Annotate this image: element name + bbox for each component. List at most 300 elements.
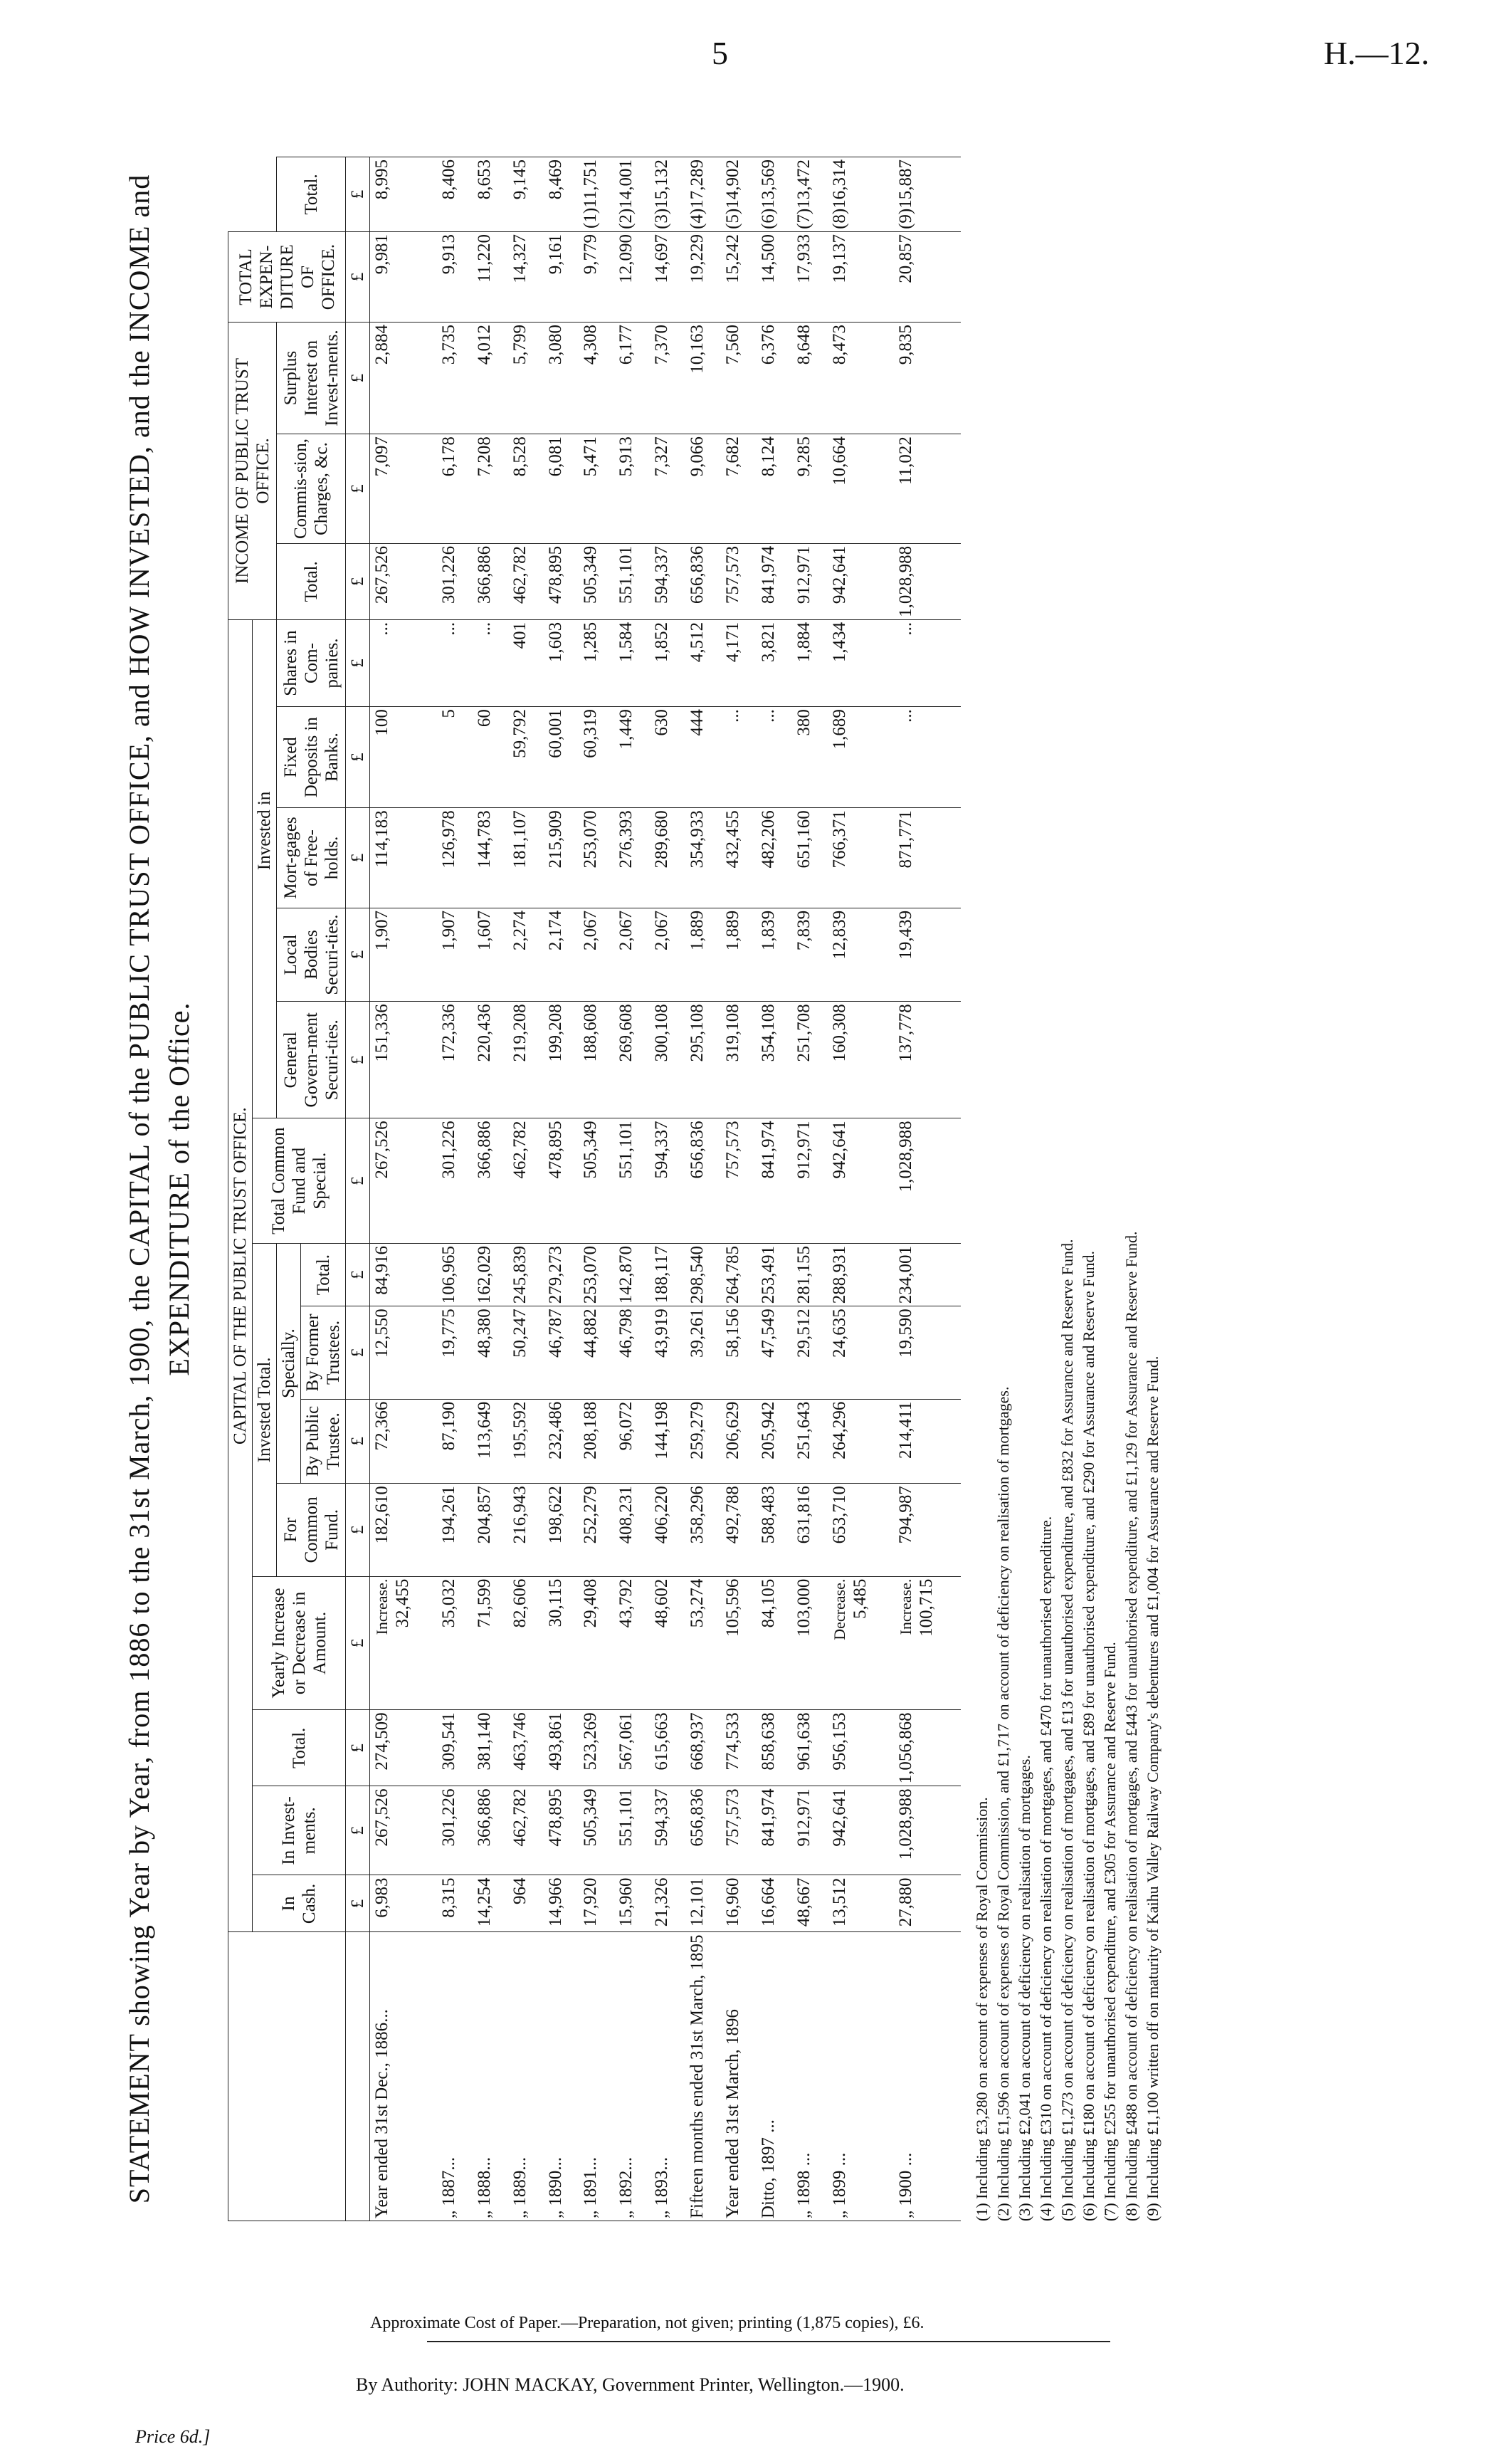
value-cell: 100 <box>370 707 437 808</box>
value-cell: 381,140 <box>473 1710 508 1786</box>
value-cell: 1,689 <box>828 707 895 808</box>
value-cell: 276,393 <box>614 808 650 908</box>
value-cell: 5 <box>437 707 473 808</box>
value-cell: 354,108 <box>757 1002 792 1118</box>
value-cell: 172,336 <box>437 1002 473 1118</box>
local-bodies-header: Local Bodies Securi-ties. <box>277 908 346 1001</box>
value-cell: 301,226 <box>437 1786 473 1875</box>
value-cell: 8,473 <box>828 323 895 434</box>
value-cell: 463,746 <box>508 1710 544 1786</box>
footnote: (4) Including £310 on account of deficiency on realisation of mortgages, and £470 for unauthorised expenditure. <box>1037 1516 1055 2221</box>
unit-cell: £ <box>346 1002 370 1118</box>
capital-table <box>228 157 961 2221</box>
value-cell: 82,606 <box>508 1576 544 1710</box>
unit-cell: £ <box>346 1710 370 1786</box>
value-cell: 956,153 <box>828 1710 895 1786</box>
value-cell: 60,001 <box>544 707 579 808</box>
value-cell: 9,066 <box>685 434 721 544</box>
value-cell: 205,942 <box>757 1399 792 1483</box>
value-cell: 841,974 <box>757 1118 792 1244</box>
year-cell: „ 1899 ... <box>828 1932 895 2221</box>
value-cell: 309,541 <box>437 1710 473 1786</box>
value-cell: 912,971 <box>792 1786 828 1875</box>
footnote: (9) Including £1,100 written off on maturity of Kaihu Valley Railway Company's debentures and £1,004 for Assurance and Reserve Fund. <box>1144 1356 1161 2221</box>
in-cash-header: In Cash. <box>253 1875 346 1932</box>
value-cell: 162,029 <box>473 1244 508 1306</box>
value-cell: 7,839 <box>792 908 828 1001</box>
value-cell: 630 <box>650 707 685 808</box>
value-cell: 841,974 <box>757 543 792 619</box>
footnote: (3) Including £2,041 on account of deficiency on realisation of mortgages. <box>1016 1755 1033 2221</box>
year-cell: Year ended 31st Dec., 1886... <box>370 1932 437 2221</box>
unit-cell: £ <box>346 808 370 908</box>
value-cell: ... <box>473 619 508 706</box>
footnote: (5) Including £1,273 on account of deficiency on realisation of mortgages, and £13 for unauthorised expenditure, and £832 for Assurance and Reserve Fund. <box>1058 1239 1076 2221</box>
footnote: (6) Including £180 on account of deficiency on realisation of mortgages, and £89 for unauthorised expenditure, and £290 for Assurance and Reserve Fund. <box>1080 1250 1097 2221</box>
value-cell: 199,208 <box>544 1002 579 1118</box>
value-cell: 295,108 <box>685 1002 721 1118</box>
value-cell: 1,028,988 <box>894 1118 961 1244</box>
value-cell: 126,978 <box>437 808 473 908</box>
value-cell: 774,533 <box>721 1710 757 1786</box>
value-cell: 656,836 <box>685 1786 721 1875</box>
value-cell: 841,974 <box>757 1786 792 1875</box>
value-cell: 106,965 <box>437 1244 473 1306</box>
value-cell: 5,471 <box>579 434 614 544</box>
value-cell: 39,261 <box>685 1306 721 1399</box>
value-cell: 3,735 <box>437 323 473 434</box>
value-cell: 24,635 <box>828 1306 895 1399</box>
invested-total-col-header: Total. <box>277 543 346 619</box>
value-cell: (4)17,289 <box>685 157 721 232</box>
value-cell: 16,960 <box>721 1875 757 1932</box>
value-cell: 6,983 <box>370 1875 437 1932</box>
value-cell: 366,886 <box>473 1786 508 1875</box>
value-cell: 912,971 <box>792 543 828 619</box>
value-cell: 208,188 <box>579 1399 614 1483</box>
value-cell: 1,852 <box>650 619 685 706</box>
value-cell: 505,349 <box>579 1786 614 1875</box>
table-row <box>792 157 828 2221</box>
value-cell: 964 <box>508 1875 544 1932</box>
value-cell: 14,500 <box>757 232 792 323</box>
table-row <box>579 157 614 2221</box>
value-cell: 264,785 <box>721 1244 757 1306</box>
year-header <box>228 1932 346 2221</box>
value-cell: 20,857 <box>894 232 961 323</box>
value-cell: 279,273 <box>544 1244 579 1306</box>
value-cell: 9,779 <box>579 232 614 323</box>
value-cell: 252,279 <box>579 1484 614 1577</box>
value-cell: 15,960 <box>614 1875 650 1932</box>
value-cell: 912,971 <box>792 1118 828 1244</box>
value-cell: 505,349 <box>579 543 614 619</box>
value-cell: 234,001 <box>894 1244 961 1306</box>
value-cell: 8,315 <box>437 1875 473 1932</box>
shares-header: Shares in Com-panies. <box>277 619 346 706</box>
value-cell: 551,101 <box>614 543 650 619</box>
divider-rule <box>427 2341 1110 2342</box>
footnote: (7) Including £255 for unauthorised expenditure, and £305 for Assurance and Reserve Fund. <box>1101 1642 1119 2221</box>
value-cell: 523,269 <box>579 1710 614 1786</box>
value-cell: 21,326 <box>650 1875 685 1932</box>
value-cell: 220,436 <box>473 1002 508 1118</box>
value-cell: 8,995 <box>370 157 437 232</box>
value-cell: 182,610 <box>370 1484 437 1577</box>
value-cell: 87,190 <box>437 1399 473 1483</box>
value-cell: 251,708 <box>792 1002 828 1118</box>
value-cell: 8,653 <box>473 157 508 232</box>
common-fund-header: For Common Fund. <box>277 1484 346 1577</box>
total-expenditure-header: TOTAL EXPEN-DITURE OF OFFICE. <box>228 232 346 323</box>
value-cell: 319,108 <box>721 1002 757 1118</box>
value-cell: 267,526 <box>370 543 437 619</box>
value-cell: 274,509 <box>370 1710 437 1786</box>
value-cell: 9,913 <box>437 232 473 323</box>
value-cell: 47,549 <box>757 1306 792 1399</box>
value-cell: 462,782 <box>508 543 544 619</box>
value-cell: 194,261 <box>437 1484 473 1577</box>
value-cell: 288,931 <box>828 1244 895 1306</box>
year-cell: „ 1889... <box>508 1932 544 2221</box>
value-cell: ... <box>721 707 757 808</box>
value-cell: 354,933 <box>685 808 721 908</box>
value-cell: 2,174 <box>544 908 579 1001</box>
value-cell: 144,783 <box>473 808 508 908</box>
value-cell: 6,178 <box>437 434 473 544</box>
value-cell: 17,933 <box>792 232 828 323</box>
value-cell: 1,028,988 <box>894 543 961 619</box>
value-cell: 301,226 <box>437 543 473 619</box>
value-cell: 188,117 <box>650 1244 685 1306</box>
value-cell: 653,710 <box>828 1484 895 1577</box>
value-cell: 19,229 <box>685 232 721 323</box>
value-cell: 48,667 <box>792 1875 828 1932</box>
value-cell: 1,839 <box>757 908 792 1001</box>
value-cell: 253,070 <box>579 1244 614 1306</box>
table-row <box>544 157 579 2221</box>
value-cell: 1,603 <box>544 619 579 706</box>
value-cell: 615,663 <box>650 1710 685 1786</box>
year-cell: „ 1887... <box>437 1932 473 2221</box>
value-cell: 794,987 <box>894 1484 961 1577</box>
value-cell: 14,966 <box>544 1875 579 1932</box>
value-cell: 401 <box>508 619 544 706</box>
capital-group-header: CAPITAL OF THE PUBLIC TRUST OFFICE. <box>228 619 253 1932</box>
table-row <box>894 157 961 2221</box>
value-cell: 46,798 <box>614 1306 650 1399</box>
value-cell: (3)15,132 <box>650 157 685 232</box>
value-cell: 11,220 <box>473 232 508 323</box>
value-cell: 4,308 <box>579 323 614 434</box>
value-cell: 264,296 <box>828 1399 895 1483</box>
value-cell: 267,526 <box>370 1118 437 1244</box>
unit-cell: £ <box>346 323 370 434</box>
value-cell: 105,596 <box>721 1576 757 1710</box>
value-cell: 1,584 <box>614 619 650 706</box>
value-cell: 492,788 <box>721 1484 757 1577</box>
by-public-trustee-header: By Public Trustee. <box>301 1399 346 1483</box>
year-cell: „ 1898 ... <box>792 1932 828 2221</box>
unit-cell: £ <box>346 1244 370 1306</box>
income-group-header: INCOME OF PUBLIC TRUST OFFICE. <box>228 323 277 620</box>
unit-cell: £ <box>346 543 370 619</box>
value-cell: 16,664 <box>757 1875 792 1932</box>
title-line-2: EXPENDITURE of the Office. <box>163 1002 195 1376</box>
value-cell: Increase. 32,455 <box>370 1576 437 1710</box>
table-row <box>508 157 544 2221</box>
total-common-special-header: Total Common Fund and Special. <box>253 1118 346 1244</box>
value-cell: 1,285 <box>579 619 614 706</box>
value-cell: 144,198 <box>650 1399 685 1483</box>
value-cell: 1,449 <box>614 707 650 808</box>
value-cell: 757,573 <box>721 543 757 619</box>
value-cell: 5,799 <box>508 323 544 434</box>
imprint: By Authority: JOHN MACKAY, Government Printer, Wellington.—1900. <box>356 2374 905 2395</box>
value-cell: 551,101 <box>614 1786 650 1875</box>
value-cell: 1,434 <box>828 619 895 706</box>
unit-cell <box>346 1932 370 2221</box>
value-cell: 2,274 <box>508 908 544 1001</box>
table-row <box>614 157 650 2221</box>
value-cell: 594,337 <box>650 543 685 619</box>
value-cell: 478,895 <box>544 1786 579 1875</box>
value-cell: 366,886 <box>473 543 508 619</box>
unit-cell: £ <box>346 232 370 323</box>
value-cell: 3,080 <box>544 323 579 434</box>
value-cell: 60 <box>473 707 508 808</box>
value-cell: 289,680 <box>650 808 685 908</box>
table-row <box>757 157 792 2221</box>
series-number: H.—12. <box>1324 35 1430 71</box>
value-cell: 198,622 <box>544 1484 579 1577</box>
value-cell: 551,101 <box>614 1118 650 1244</box>
price: Price 6d.] <box>135 2426 211 2447</box>
value-cell: 151,336 <box>370 1002 437 1118</box>
invested-total-header: Invested Total. <box>253 1244 277 1577</box>
commission-header: Commis-sion, Charges, &c. <box>277 434 346 544</box>
footnotes <box>971 157 1164 2221</box>
value-cell: 48,380 <box>473 1306 508 1399</box>
value-cell: (6)13,569 <box>757 157 792 232</box>
value-cell: (1)11,751 <box>579 157 614 232</box>
income-total-header: Total. <box>277 157 346 232</box>
value-cell: 594,337 <box>650 1118 685 1244</box>
value-cell: 1,907 <box>370 908 437 1001</box>
value-cell: 30,115 <box>544 1576 579 1710</box>
value-cell: 942,641 <box>828 1786 895 1875</box>
title-line-1: STATEMENT showing Year by Year, from 1886 to the 31st March, 1900, the CAPITAL of the PUBLIC TRUST OFFICE, and HOW INVESTED, and the INCOME and <box>123 174 155 2204</box>
year-cell: „ 1888... <box>473 1932 508 2221</box>
value-cell: 14,697 <box>650 232 685 323</box>
unit-cell: £ <box>346 1875 370 1932</box>
value-cell: 7,097 <box>370 434 437 544</box>
value-cell: 7,682 <box>721 434 757 544</box>
year-cell: Ditto, 1897 ... <box>757 1932 792 2221</box>
value-cell: 137,778 <box>894 1002 961 1118</box>
value-cell: 567,061 <box>614 1710 650 1786</box>
value-cell: 358,296 <box>685 1484 721 1577</box>
value-cell: 300,108 <box>650 1002 685 1118</box>
value-cell: 253,491 <box>757 1244 792 1306</box>
year-cell: „ 1900 ... <box>894 1932 961 2221</box>
value-cell: 1,907 <box>437 908 473 1001</box>
value-cell: 9,145 <box>508 157 544 232</box>
value-cell: 29,512 <box>792 1306 828 1399</box>
value-cell: 12,550 <box>370 1306 437 1399</box>
value-cell: 46,787 <box>544 1306 579 1399</box>
value-cell: 195,592 <box>508 1399 544 1483</box>
unit-cell: £ <box>346 1786 370 1875</box>
value-cell: 8,406 <box>437 157 473 232</box>
value-cell: 253,070 <box>579 808 614 908</box>
value-cell: 96,072 <box>614 1399 650 1483</box>
specially-header: Specially. <box>277 1244 301 1484</box>
value-cell: 9,981 <box>370 232 437 323</box>
value-cell: ... <box>370 619 437 706</box>
fixed-deposits-header: Fixed Deposits in Banks. <box>277 707 346 808</box>
specially-total-header: Total. <box>301 1244 346 1306</box>
value-cell: 656,836 <box>685 543 721 619</box>
footnote: (8) Including £488 on account of deficiency on realisation of mortgages, and £443 for unauthorised expenditure, and £1,129 for Assurance and Reserve Fund. <box>1122 1231 1140 2221</box>
value-cell: 267,526 <box>370 1786 437 1875</box>
value-cell: 214,411 <box>894 1399 961 1483</box>
value-cell: 259,279 <box>685 1399 721 1483</box>
value-cell: 766,371 <box>828 808 895 908</box>
value-cell: 251,643 <box>792 1399 828 1483</box>
value-cell: 181,107 <box>508 808 544 908</box>
value-cell: 942,641 <box>828 543 895 619</box>
value-cell: 5,913 <box>614 434 650 544</box>
value-cell: 4,171 <box>721 619 757 706</box>
value-cell: 114,183 <box>370 808 437 908</box>
value-cell: 493,861 <box>544 1710 579 1786</box>
value-cell: 12,839 <box>828 908 895 1001</box>
change-label: Decrease. <box>830 1578 848 1640</box>
value-cell: 13,512 <box>828 1875 895 1932</box>
value-cell: 10,163 <box>685 323 721 434</box>
value-cell: 232,486 <box>544 1399 579 1483</box>
value-cell: 15,242 <box>721 232 757 323</box>
paper-cost: Approximate Cost of Paper.—Preparation, not given; printing (1,875 copies), £6. <box>370 2314 925 2332</box>
value-cell: 2,067 <box>579 908 614 1001</box>
value-cell: 478,895 <box>544 543 579 619</box>
value-cell: 12,090 <box>614 232 650 323</box>
value-cell: 281,155 <box>792 1244 828 1306</box>
change-label: Increase. <box>897 1578 915 1635</box>
value-cell: ... <box>437 619 473 706</box>
unit-cell: £ <box>346 1399 370 1483</box>
value-cell: 44,882 <box>579 1306 614 1399</box>
value-cell: 7,560 <box>721 323 757 434</box>
value-cell: 757,573 <box>721 1118 757 1244</box>
value-cell: 8,124 <box>757 434 792 544</box>
year-cell: „ 1890... <box>544 1932 579 2221</box>
value-cell: 7,370 <box>650 323 685 434</box>
value-cell: 71,599 <box>473 1576 508 1710</box>
unit-cell: £ <box>346 434 370 544</box>
value-cell: 84,916 <box>370 1244 437 1306</box>
value-cell: 53,274 <box>685 1576 721 1710</box>
value-cell: 9,285 <box>792 434 828 544</box>
value-cell: 9,835 <box>894 323 961 434</box>
value-cell: 871,771 <box>894 808 961 908</box>
value-cell: 406,220 <box>650 1484 685 1577</box>
value-cell: 594,337 <box>650 1786 685 1875</box>
value-cell: 757,573 <box>721 1786 757 1875</box>
value-cell: 7,208 <box>473 434 508 544</box>
value-cell: 942,641 <box>828 1118 895 1244</box>
by-former-trustees-header: By Former Trustees. <box>301 1306 346 1399</box>
value-cell: 3,821 <box>757 619 792 706</box>
value-cell: 84,105 <box>757 1576 792 1710</box>
unit-cell: £ <box>346 908 370 1001</box>
value-cell: 462,782 <box>508 1118 544 1244</box>
value-cell: Decrease. 5,485 <box>828 1576 895 1710</box>
value-cell: 588,483 <box>757 1484 792 1577</box>
value-cell: 12,101 <box>685 1875 721 1932</box>
value-cell: (7)13,472 <box>792 157 828 232</box>
value-cell: 219,208 <box>508 1002 544 1118</box>
page-number: 5 <box>712 35 728 71</box>
table-row <box>650 157 685 2221</box>
value-cell: 29,408 <box>579 1576 614 1710</box>
value-cell: 961,638 <box>792 1710 828 1786</box>
value-cell: 301,226 <box>437 1118 473 1244</box>
value-cell: 188,608 <box>579 1002 614 1118</box>
total-header: Total. <box>253 1710 346 1786</box>
value-cell: (2)14,001 <box>614 157 650 232</box>
statement-title <box>120 100 199 2278</box>
value-cell: 11,022 <box>894 434 961 544</box>
value-cell: 59,792 <box>508 707 544 808</box>
value-cell: 8,528 <box>508 434 544 544</box>
value-cell: 14,327 <box>508 232 544 323</box>
value-cell: 215,909 <box>544 808 579 908</box>
value-cell: 1,889 <box>721 908 757 1001</box>
in-investments-header: In Invest-ments. <box>253 1786 346 1875</box>
value-cell: 1,889 <box>685 908 721 1001</box>
unit-row <box>346 157 370 2221</box>
year-cell: „ 1892... <box>614 1932 650 2221</box>
value-cell: 380 <box>792 707 828 808</box>
value-cell: 10,664 <box>828 434 895 544</box>
unit-cell: £ <box>346 1118 370 1244</box>
table-row <box>370 157 437 2221</box>
value-cell: 478,895 <box>544 1118 579 1244</box>
value-cell: 8,469 <box>544 157 579 232</box>
value-cell: (8)16,314 <box>828 157 895 232</box>
value-cell: 4,512 <box>685 619 721 706</box>
value-cell: 50,247 <box>508 1306 544 1399</box>
year-cell: „ 1891... <box>579 1932 614 2221</box>
govt-securities-header: General Govern-ment Securi-ties. <box>277 1002 346 1118</box>
value-cell: (5)14,902 <box>721 157 757 232</box>
mortgages-header: Mort-gages of Free-holds. <box>277 808 346 908</box>
value-cell: 462,782 <box>508 1786 544 1875</box>
value-cell: 7,327 <box>650 434 685 544</box>
unit-cell: £ <box>346 619 370 706</box>
table-row <box>828 157 895 2221</box>
table-row <box>437 157 473 2221</box>
value-cell: (9)15,887 <box>894 157 961 232</box>
value-cell: 298,540 <box>685 1244 721 1306</box>
value-cell: 27,880 <box>894 1875 961 1932</box>
footnote: (2) Including £1,596 on account of expenses of Royal Commission, and £1,717 on account of deficiency on realisation of mortgages. <box>994 1386 1012 2221</box>
value-cell: 43,792 <box>614 1576 650 1710</box>
value-cell: 245,839 <box>508 1244 544 1306</box>
value-cell: 656,836 <box>685 1118 721 1244</box>
